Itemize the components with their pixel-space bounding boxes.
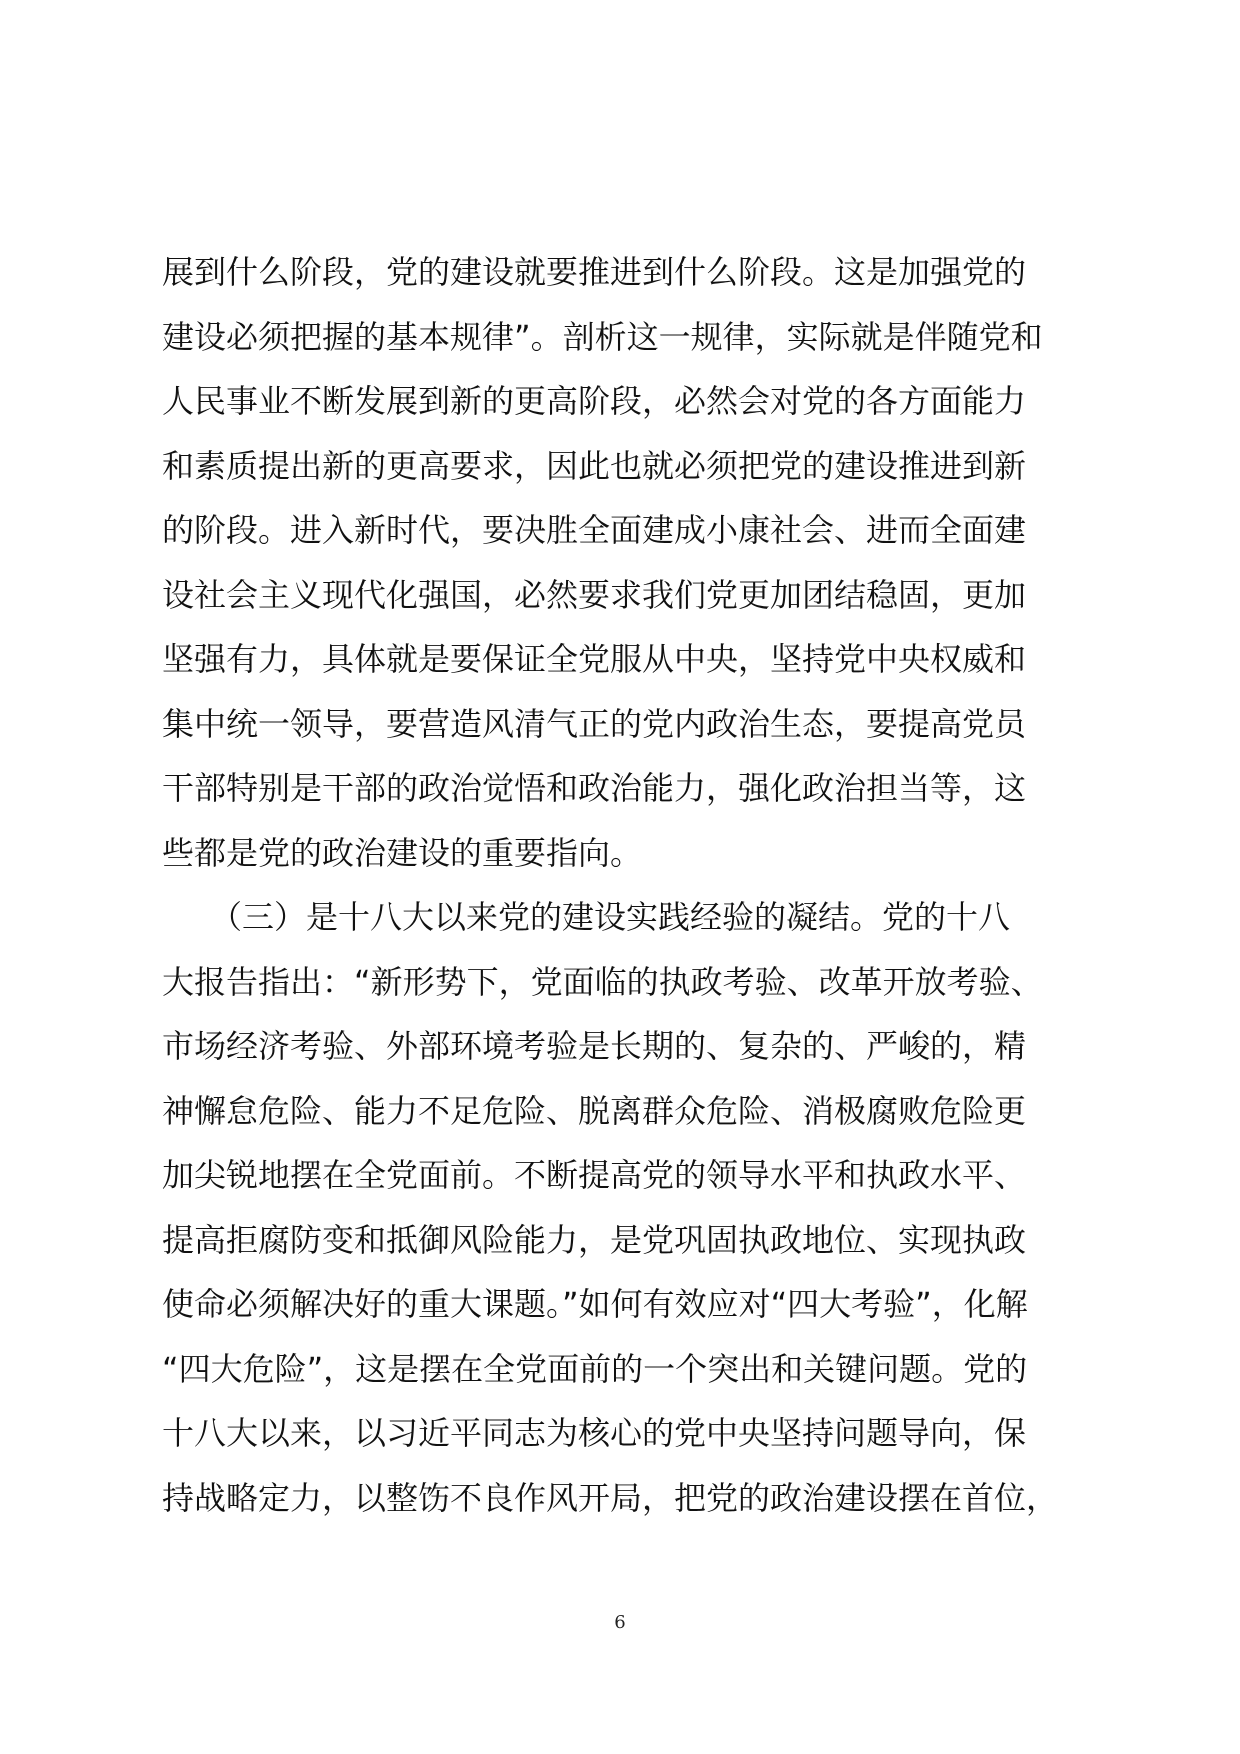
text-line: 加尖锐地摆在全党面前。不断提高党的领导水平和执政水平、	[162, 1156, 1027, 1194]
text-line: （三）是十八大以来党的建设实践经验的凝结。党的十八	[162, 898, 1011, 936]
text-line: 干部特别是干部的政治觉悟和政治能力，强化政治担当等，这	[162, 769, 1027, 807]
page-number: 6	[614, 1612, 626, 1633]
text-line: 持战略定力，以整饬不良作风开局，把党的政治建设摆在首位，	[162, 1478, 1059, 1517]
text-line: 坚强有力，具体就是要保证全党服从中央，坚持党中央权威和	[162, 640, 1027, 678]
text-line: 建设必须把握的基本规律”。剖析这一规律，实际就是伴随党和	[162, 317, 1043, 356]
text-line: 使命必须解决好的重大课题。”如何有效应对“四大考验”，化解	[162, 1285, 1028, 1323]
text-line: 大报告指出：“新形势下，党面临的执政考验、改革开放考验、	[162, 962, 1043, 1001]
text-line: 提高拒腐防变和抵御风险能力，是党巩固执政地位、实现执政	[162, 1220, 1027, 1259]
body-text	[162, 240, 1092, 1530]
text-line: 展到什么阶段，党的建设就要推进到什么阶段。这是加强党的	[162, 253, 1027, 291]
text-line: 神懈怠危险、能力不足危险、脱离群众危险、消极腐败危险更	[162, 1091, 1027, 1130]
text-line: 十八大以来，以习近平同志为核心的党中央坚持问题导向，保	[162, 1414, 1027, 1452]
text-line: 和素质提出新的更高要求，因此也就必须把党的建设推进到新	[162, 446, 1027, 485]
text-line: 的阶段。进入新时代，要决胜全面建成小康社会、进而全面建	[162, 511, 1027, 549]
text-line: 市场经济考验、外部环境考验是长期的、复杂的、严峻的，精	[162, 1027, 1027, 1065]
text-line: 设社会主义现代化强国，必然要求我们党更加团结稳固，更加	[162, 575, 1027, 614]
text-line: 人民事业不断发展到新的更高阶段，必然会对党的各方面能力	[162, 382, 1027, 420]
text-line: “四大危险”，这是摆在全党面前的一个突出和关键问题。党的	[162, 1349, 1028, 1388]
text-line: 些都是党的政治建设的重要指向。	[162, 833, 643, 872]
text-line: 集中统一领导，要营造风清气正的党内政治生态，要提高党员	[162, 704, 1027, 743]
